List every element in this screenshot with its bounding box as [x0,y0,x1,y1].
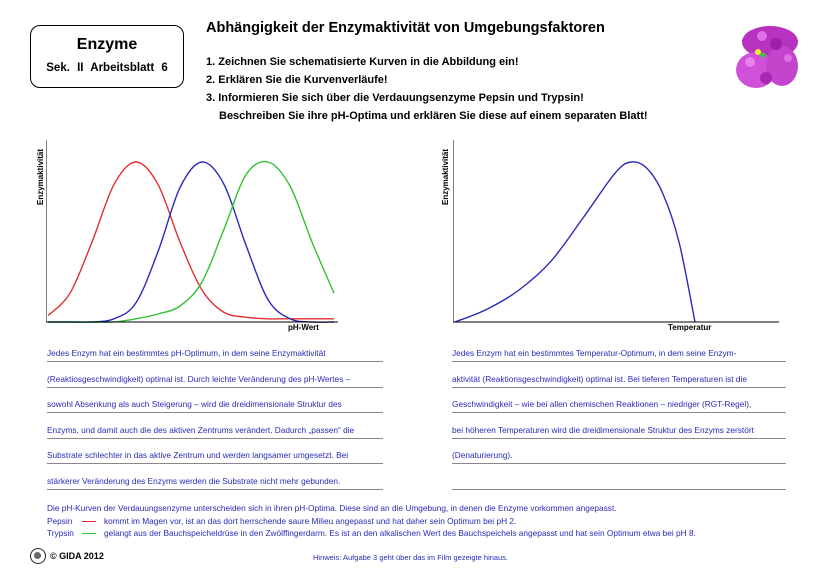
temp-text-line-3: Geschwindigkeit – wie bei allen chemischen Reaktionen – niedriger (RGT-Regel), [452,399,752,409]
temp-text-rule-3 [452,412,786,413]
box-title: Enzyme [76,36,138,53]
temp-text-rule-4 [452,438,786,439]
ph-text-rule-4 [47,438,383,439]
ph-text-line-2: (Reaktiosgeschwindigkeit) optimal ist. Durch leichte Veränderung des pH-Wertes – [47,373,351,384]
task-2: 2. Erklären Sie die Kurvenverläufe! [206,74,388,86]
ph-text-rule-2 [47,387,383,388]
ph-curve-series-1 [48,162,334,319]
temp-text-line-4: bei höheren Temperaturen wird die dreidimensionale Struktur des Enzyms zerstört [452,424,754,435]
box-subtitle: Sek. II Arbeitsblatt 6 [46,62,168,74]
task-1: 1. Zeichnen Sie schematisierte Kurven in die Abbildung ein! [206,56,519,68]
temp-chart [453,140,783,335]
temp-text-line-2: aktivität (Reaktionsgeschwindigkeit) optimal ist. Bei tieferen Temperaturen ist die [452,373,747,384]
hint-text: Hinweis: Aufgabe 3 geht über das im Film gezeigte hinaus. [313,553,509,562]
ph-text-line-1: Jedes Enzym hat ein bestimmtes pH-Optimum, in dem seine Enzymaktivität [47,348,326,358]
task-3-cont: Beschreiben Sie ihre pH-Optima und erklären Sie diese auf einem separaten Blatt! [219,110,648,122]
ph-chart [46,140,342,335]
worksheet-label-box [30,25,184,88]
footer-intro: Die pH-Kurven der Verdauungsenzyme unterscheiden sich in ihren pH-Optima. Diese sind an die Umgebung, in denen die Enzyme vorkommen angepasst. [47,503,617,513]
temp-text-rule-6 [452,489,786,490]
temp-text-rule-2 [452,387,786,388]
trypsin-label: Trypsin [47,528,74,538]
temp-text-rule-5 [452,463,786,464]
pepsin-legend-line [82,521,96,522]
ph-text-rule-3 [47,412,383,413]
temp-chart-ylabel: Enzymaktivität [441,148,450,205]
temp-text-line-1: Jedes Enzym hat ein bestimmtes Temperatur-Optimum, in dem seine Enzym- [452,348,737,358]
temp-text-rule-1 [452,361,786,362]
enzyme-molecule-image [732,22,806,94]
ph-curve-series-2 [48,162,334,322]
page-title: Abhängigkeit der Enzymaktivität von Umgebungsfaktoren [206,20,605,36]
ph-chart-ylabel: Enzymaktivität [36,148,45,205]
pepsin-text: kommt im Magen vor, ist an das dort herrschende saure Milieu angepasst und hat daher sein Optimum bei pH 2. [104,516,517,526]
ph-text-line-6: stärkerer Veränderung des Enzyms werden die Substrate nicht mehr gebunden. [47,475,341,486]
ph-text-rule-6 [47,489,383,490]
ph-chart-xlabel: pH-Wert [288,323,319,332]
ph-text-rule-1 [47,361,383,362]
trypsin-legend-line [82,533,96,534]
ph-text-line-5: Substrate schlechter in das aktive Zentrum und werden langsamer umgesetzt. Bei [47,450,349,460]
copyright: © GIDA 2012 [50,551,104,561]
ph-text-line-4: Enzyms, und damit auch die des aktiven Zentrums verändert. Dadurch „passen“ die [47,424,355,435]
temp-curve-series-1 [455,162,695,322]
task-3: 3. Informieren Sie sich über die Verdauungsenzyme Pepsin und Trypsin! [206,92,584,104]
gida-logo-icon [30,548,46,564]
ph-curve-series-3 [48,162,334,323]
pepsin-label: Pepsin [47,516,73,526]
ph-text-rule-5 [47,463,383,464]
temp-text-line-5: (Denaturierung). [452,450,513,460]
temp-chart-xlabel: Temperatur [668,323,712,332]
ph-text-line-3: sowohl Absenkung als auch Steigerung – wird die dreidimensionale Struktur des [47,399,342,409]
trypsin-text: gelangt aus der Bauchspeicheldrüse in den Zwölffingerdarm. Es ist an den alkalischen Wert des Bauchspeichels angepasst und hat sein Optimum etwa bei pH 8. [104,528,696,538]
